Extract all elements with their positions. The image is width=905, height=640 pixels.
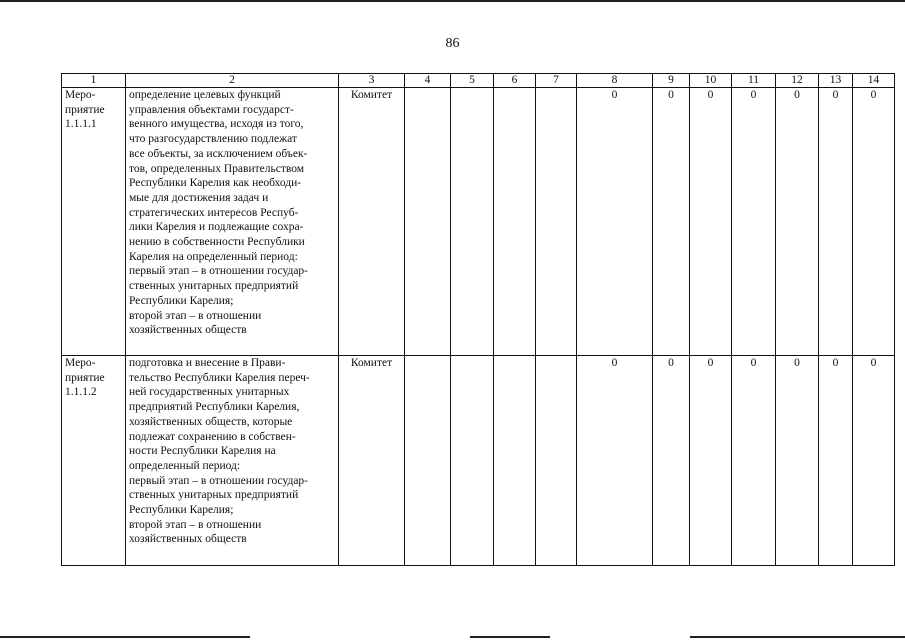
value-cell: 0: [853, 88, 895, 356]
page-number: 86: [445, 36, 460, 51]
header-cell: 5: [451, 74, 494, 88]
executor-cell: Комитет: [339, 356, 405, 566]
executor-cell: Комитет: [339, 88, 405, 356]
header-cell: 10: [690, 74, 732, 88]
header-cell: 14: [853, 74, 895, 88]
value-cell: [494, 88, 536, 356]
value-cell: [494, 356, 536, 566]
scan-edge-bottom-mid: [470, 636, 550, 638]
header-cell: 8: [577, 74, 653, 88]
value-cell: 0: [690, 356, 732, 566]
value-cell: [536, 356, 577, 566]
table-row: [62, 356, 895, 566]
value-cell: 0: [577, 356, 653, 566]
measure-description-cell: подготовка и внесение в Прави- тельство Республики Карелия переч- ней государственных унитарных предприятий Республики Карелия, хозяйственных обществ, которые подлежат сохранению в собствен- ности Республики Карелия на определенный период: первый этап – в отношении государ- ственных унитарных предприятий Республики Карелия; второй этап – в отношении хозяйственных обществ: [126, 356, 339, 566]
value-cell: 0: [776, 88, 819, 356]
measure-description-cell: определение целевых функций управления объектами государст- венного имущества, исходя из того, что разгосударствлению подлежат все объекты, за исключением объек- тов, определенных Правительством Республики Карелия как необходи- мые для достижения задач и стратегических интересов Респуб- лики Карелия и подлежащие сохра- нению в собственности Республики Карелия на определенный период: первый этап – в отношении государ- ственных унитарных предприятий Республики Карелия; второй этап – в отношении хозяйственных обществ: [126, 88, 339, 356]
header-cell: 11: [732, 74, 776, 88]
header-cell: 12: [776, 74, 819, 88]
value-cell: [405, 88, 451, 356]
value-cell: 0: [853, 356, 895, 566]
value-cell: 0: [776, 356, 819, 566]
value-cell: [451, 88, 494, 356]
measures-table: [61, 73, 895, 566]
table-row: [62, 88, 895, 356]
value-cell: [536, 88, 577, 356]
value-cell: 0: [690, 88, 732, 356]
header-cell: 13: [819, 74, 853, 88]
value-cell: 0: [653, 356, 690, 566]
measure-name-cell: Меро- приятие 1.1.1.2: [62, 356, 126, 566]
scan-edge-top: [0, 0, 905, 2]
header-cell: 1: [62, 74, 126, 88]
header-cell: 9: [653, 74, 690, 88]
header-row: [62, 74, 895, 88]
value-cell: 0: [732, 88, 776, 356]
header-cell: 4: [405, 74, 451, 88]
header-cell: 3: [339, 74, 405, 88]
value-cell: 0: [819, 356, 853, 566]
value-cell: [451, 356, 494, 566]
value-cell: [405, 356, 451, 566]
header-cell: 7: [536, 74, 577, 88]
scan-edge-bottom-left: [0, 636, 250, 638]
scan-edge-bottom-right: [690, 636, 905, 638]
value-cell: 0: [732, 356, 776, 566]
value-cell: 0: [653, 88, 690, 356]
measure-name-cell: Меро- приятие 1.1.1.1: [62, 88, 126, 356]
header-cell: 6: [494, 74, 536, 88]
value-cell: 0: [819, 88, 853, 356]
header-cell: 2: [126, 74, 339, 88]
value-cell: 0: [577, 88, 653, 356]
